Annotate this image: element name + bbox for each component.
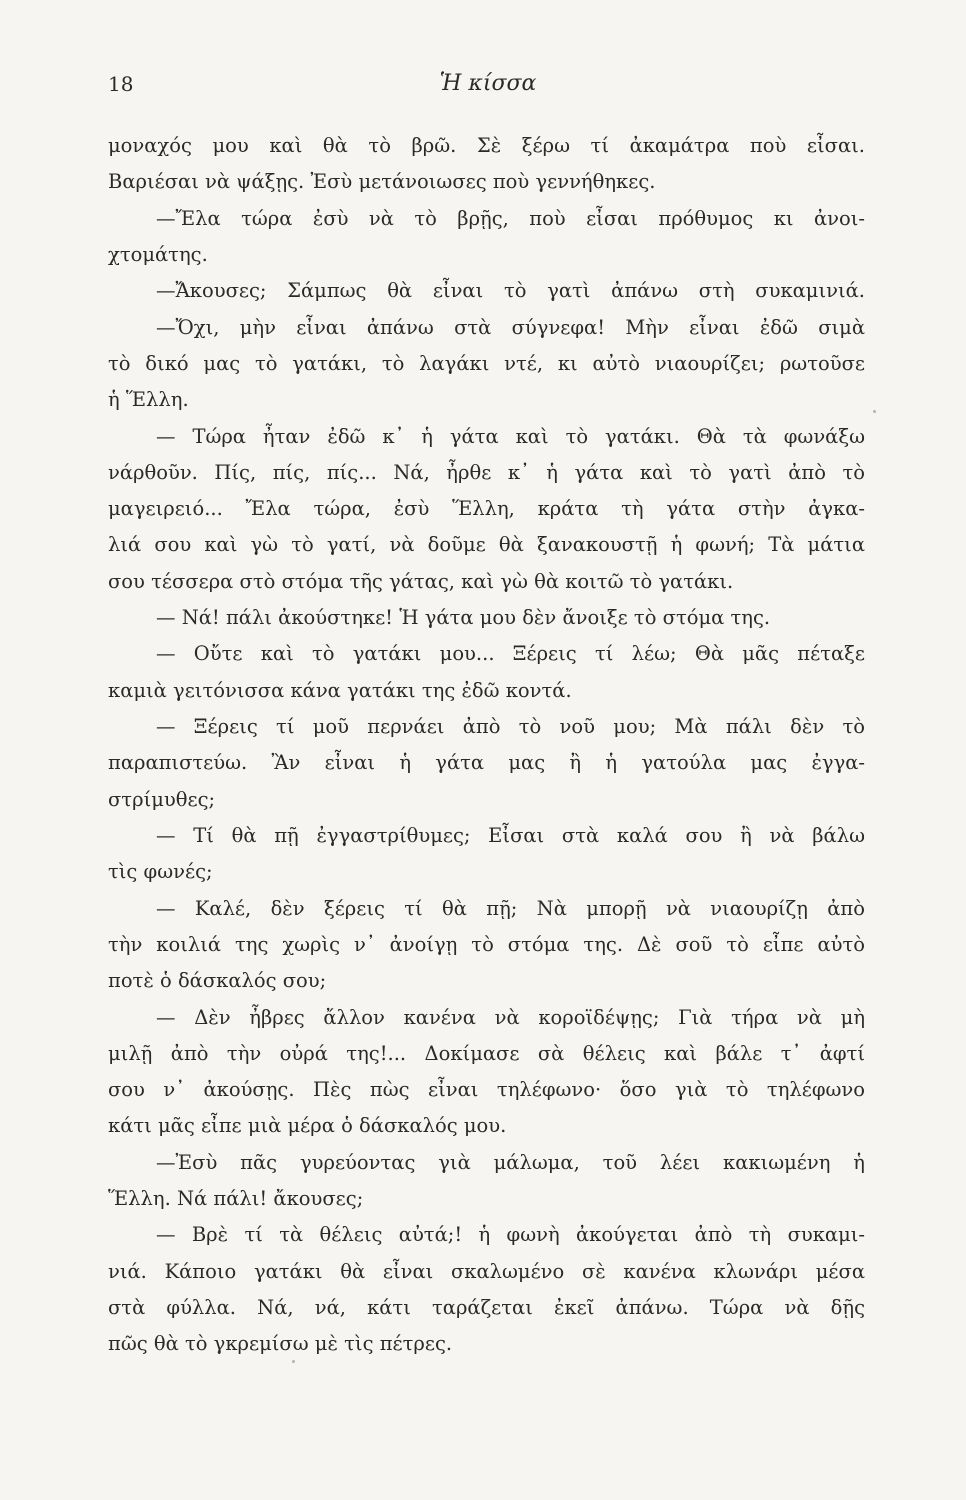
text-line: —Ὄχι, μὴν εἶναι ἀπάνω στὰ σύγνεφα! Μὴν εἶναι ἐδῶ σιμὰ [156,315,865,339]
text-line: χτομάτης. [108,242,208,266]
text-line: — Ξέρεις τί μοῦ περνάει ἀπὸ τὸ νοῦ μου; Μὰ πάλι δὲν τὸ [156,715,865,738]
page-number: 18 [108,72,134,96]
text-line: — Βρὲ τί τὰ θέλεις αὐτά;! ἡ φωνὴ ἀκούγεται ἀπὸ τὴ συκαμι- [156,1223,865,1247]
text-line: καμιὰ γειτόνισσα κάνα γατάκι της ἐδῶ κοντά. [108,678,572,702]
text-line: —Ἔλα τώρα ἐσὺ νὰ τὸ βρῇς, ποὺ εἶσαι πρόθυμος κι ἀνοι- [156,206,865,230]
text-line: νιά. Κάποιο γατάκι θὰ εἶναι σκαλωμένο σὲ κανένα κλωνάρι μέσα [108,1259,865,1283]
text-line: τὴν κοιλιά της χωρὶς ν᾽ ἀνοίγῃ τὸ στόμα της. Δὲ σοῦ τὸ εἶπε αὐτὸ [108,932,865,956]
text-line: ἡ Ἕλλη. [108,388,189,412]
text-line: στρίμυθες; [108,787,216,811]
text-line: σου τέσσερα στὸ στόμα τῆς γάτας, καὶ γὼ θὰ κοιτῶ τὸ γατάκι. [108,569,734,593]
text-line: — Τώρα ἦταν ἐδῶ κ᾽ ἡ γάτα καὶ τὸ γατάκι. Θὰ τὰ φωνάξω [156,424,865,448]
text-line: —Ἐσὺ πᾶς γυρεύοντας γιὰ μάλωμα, τοῦ λέει κακιωμένη ἡ [156,1150,865,1174]
body-text [108,128,865,1363]
text-line: — Οὔτε καὶ τὸ γατάκι μου... Ξέρεις τί λέω; Θὰ μᾶς πέταξε [156,642,865,666]
text-line: Ἕλλη. Νά πάλι! ἄκουσες; [108,1187,364,1211]
text-line: παραπιστεύω. Ἂν εἶναι ἡ γάτα μας ἢ ἡ γατούλα μας ἐγγα- [108,751,865,775]
paper-speck [873,410,876,413]
text-line: μιλῇ ἀπὸ τὴν οὐρά της!... Δοκίμασε σὰ θέλεις καὶ βάλε τ᾽ ἀφτί [108,1041,865,1065]
text-line: μαγειρειό... Ἔλα τώρα, ἐσὺ Ἕλλη, κράτα τὴ γάτα στὴν ἀγκα- [108,497,865,521]
text-line: τὸ δικό μας τὸ γατάκι, τὸ λαγάκι ντέ, κι αὐτὸ νιαουρίζει; ρωτοῦσε [108,351,865,375]
text-line: Βαριέσαι νὰ ψάξῃς. Ἐσὺ μετάνοιωσες ποὺ γεννήθηκες. [108,170,656,194]
running-title: Ἡ κίσσα [439,71,537,96]
text-line: — Νά! πάλι ἀκούστηκε! Ἡ γάτα μου δὲν ἄνοιξε τὸ στόμα της. [156,606,771,630]
text-line: νάρθοῦν. Πίς, πίς, πίς... Νά, ἦρθε κ᾽ ἡ γάτα καὶ τὸ γατὶ ἀπὸ τὸ [108,460,865,484]
text-line: λιά σου καὶ γὼ τὸ γατί, νὰ δοῦμε θὰ ξανακουστῇ ἡ φωνή; Τὰ μάτια [108,533,865,557]
text-line: τὶς φωνές; [108,860,213,884]
text-line: ποτὲ ὁ δάσκαλός σου; [108,969,327,993]
paper-speck [292,1360,295,1363]
page-header [108,68,868,104]
text-line: — Δὲν ἦβρες ἄλλον κανένα νὰ κοροϊδέψῃς; Γιὰ τήρα νὰ μὴ [156,1005,865,1029]
text-line: μοναχός μου καὶ θὰ τὸ βρῶ. Σὲ ξέρω τί ἀκαμάτρα ποὺ εἶσαι. [108,134,865,157]
text-line: — Καλέ, δὲν ξέρεις τί θὰ πῇ; Νὰ μπορῇ νὰ νιαουρίζῃ ἀπὸ [156,896,865,920]
text-line: κάτι μᾶς εἶπε μιὰ μέρα ὁ δάσκαλός μου. [108,1114,507,1138]
text-line: σου ν᾽ ἀκούσῃς. Πὲς πὼς εἶναι τηλέφωνο· ὅσο γιὰ τὸ τηλέφωνο [108,1078,865,1102]
text-line: —Ἄκουσες; Σάμπως θὰ εἶναι τὸ γατὶ ἀπάνω στὴ συκαμινιά. [156,279,865,303]
text-line: στὰ φύλλα. Νά, νά, κάτι ταράζεται ἐκεῖ ἀπάνω. Τώρα νὰ δῇς [108,1296,865,1319]
text-line: — Τί θὰ πῇ ἐγγαστρίθυμες; Εἶσαι στὰ καλά σου ἢ νὰ βάλω [156,823,865,847]
text-line: πῶς θὰ τὸ γκρεμίσω μὲ τὶς πέτρες. [108,1332,453,1356]
